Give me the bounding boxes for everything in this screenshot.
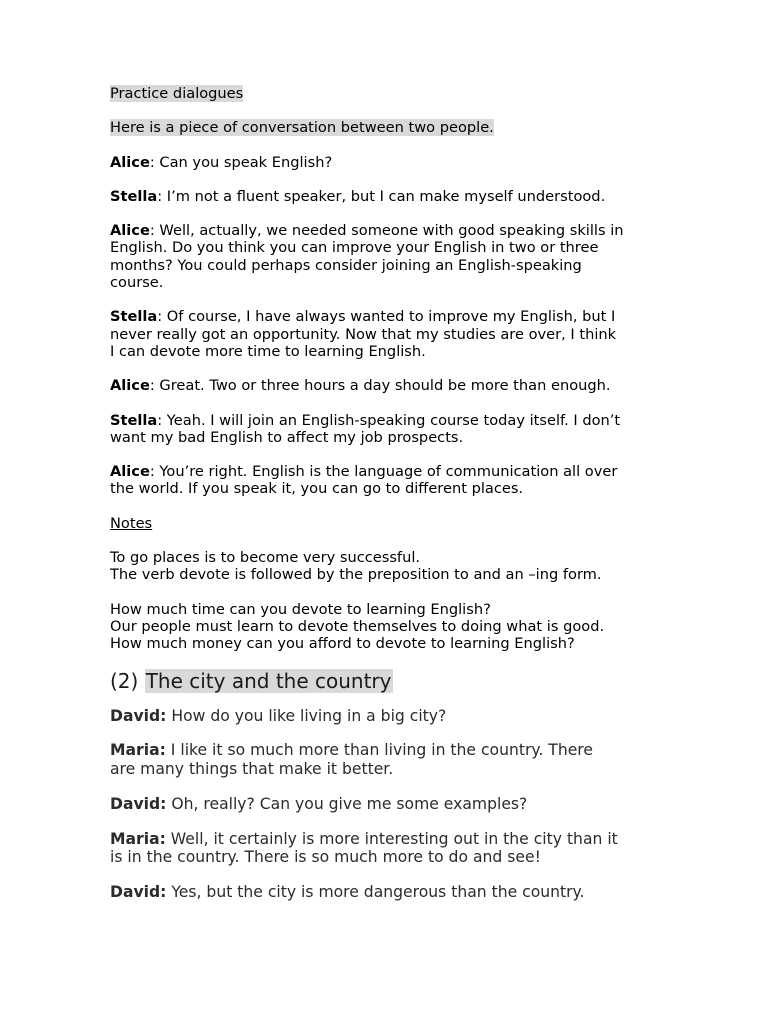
intro-line xyxy=(110,119,670,136)
speaker-name: Alice xyxy=(110,463,150,481)
dialogue-text: Well, it certainly is more interesting out in the city than it xyxy=(165,829,618,848)
speaker-name: David: xyxy=(110,794,167,813)
notes-group-a xyxy=(110,549,670,584)
dialogue-text: I like it so much more than living in the country. There xyxy=(165,741,593,760)
dialogue-text: : You’re right. English is the language of communication all over xyxy=(149,463,618,481)
dialogue-text: : Can you speak English? xyxy=(149,153,333,171)
dialogue-line xyxy=(110,239,670,256)
dialogue-line xyxy=(110,830,670,848)
dialogue-text: : Great. Two or three hours a day should be more than enough. xyxy=(149,377,611,395)
note-line: To go places is to become very successful. xyxy=(110,549,421,567)
section-title-text: Practice dialogues xyxy=(110,85,244,102)
section-2-title: The city and the country xyxy=(145,668,392,693)
dialogue-turn xyxy=(110,308,670,360)
speaker-name: Maria: xyxy=(110,829,166,848)
note-line: How much time can you devote to learning English? xyxy=(110,600,491,618)
dialogue-turn xyxy=(110,154,670,171)
dialogue-text: course. xyxy=(110,274,164,292)
dialogue-text: the world. If you speak it, you can go to different places. xyxy=(110,480,524,498)
dialogue-line xyxy=(110,741,670,759)
dialogue-text: months? You could perhaps consider joining an English-speaking xyxy=(110,256,582,274)
section-number: (2) xyxy=(110,668,139,693)
dialogue-text: never really got an opportunity. Now that my studies are over, I think xyxy=(110,325,617,343)
dialogue-2 xyxy=(110,707,670,918)
notes-title: Notes xyxy=(110,514,153,532)
dialogue-turn xyxy=(110,188,670,205)
dialogue-line xyxy=(110,429,670,446)
note-line: The verb devote is followed by the preposition to and an –ing form. xyxy=(110,566,602,584)
dialogue-line xyxy=(110,707,670,725)
dialogue-text: : Well, actually, we needed someone with good speaking skills in xyxy=(149,222,624,240)
dialogue-text: want my bad English to affect my job prospects. xyxy=(110,428,464,446)
dialogue-text: : Of course, I have always wanted to improve my English, but I xyxy=(157,308,616,326)
dialogue-text: I can devote more time to learning English. xyxy=(110,342,426,360)
dialogue-text: are many things that make it better. xyxy=(110,759,394,778)
dialogue-text: : Yeah. I will join an English-speaking course today itself. I don’t xyxy=(157,411,621,429)
dialogue-1 xyxy=(110,154,670,515)
dialogue-line xyxy=(110,412,670,429)
dialogue-turn xyxy=(110,741,670,778)
dialogue-line xyxy=(110,883,670,901)
speaker-name: Stella xyxy=(110,308,158,326)
dialogue-turn xyxy=(110,707,670,725)
dialogue-line xyxy=(110,760,670,778)
note-line: Our people must learn to devote themselves to doing what is good. xyxy=(110,617,605,635)
dialogue-text: is in the country. There is so much more to do and see! xyxy=(110,848,541,867)
note-line: How much money can you afford to devote to learning English? xyxy=(110,635,575,653)
speaker-name: Stella xyxy=(110,187,158,205)
intro-text: Here is a piece of conversation between two people. xyxy=(110,119,494,137)
document-body xyxy=(110,85,670,918)
dialogue-line xyxy=(110,343,670,360)
dialogue-line xyxy=(110,154,670,171)
dialogue-line xyxy=(110,274,670,291)
dialogue-turn xyxy=(110,830,670,867)
dialogue-line xyxy=(110,795,670,813)
dialogue-turn xyxy=(110,377,670,394)
dialogue-line xyxy=(110,308,670,325)
dialogue-line xyxy=(110,188,670,205)
dialogue-turn xyxy=(110,222,670,291)
dialogue-line xyxy=(110,480,670,497)
speaker-name: David: xyxy=(110,706,167,725)
dialogue-line xyxy=(110,463,670,480)
dialogue-line xyxy=(110,848,670,866)
dialogue-line xyxy=(110,377,670,394)
dialogue-line xyxy=(110,257,670,274)
dialogue-text: : I’m not a fluent speaker, but I can make myself understood. xyxy=(157,187,606,205)
dialogue-line xyxy=(110,326,670,343)
speaker-name: Maria: xyxy=(110,741,166,760)
dialogue-turn xyxy=(110,412,670,447)
dialogue-turn xyxy=(110,883,670,901)
section-2-heading xyxy=(110,669,670,693)
dialogue-text: English. Do you think you can improve your English in two or three xyxy=(110,239,599,257)
notes-group-b xyxy=(110,601,670,653)
dialogue-turn xyxy=(110,795,670,813)
speaker-name: Stella xyxy=(110,411,158,429)
speaker-name: David: xyxy=(110,882,167,901)
dialogue-line xyxy=(110,222,670,239)
dialogue-text: Yes, but the city is more dangerous than the country. xyxy=(166,882,585,901)
section-title xyxy=(110,85,670,102)
speaker-name: Alice xyxy=(110,153,150,171)
dialogue-text: Oh, really? Can you give me some examples? xyxy=(166,794,528,813)
speaker-name: Alice xyxy=(110,377,150,395)
speaker-name: Alice xyxy=(110,222,150,240)
dialogue-text: How do you like living in a big city? xyxy=(166,706,447,725)
dialogue-turn xyxy=(110,463,670,498)
